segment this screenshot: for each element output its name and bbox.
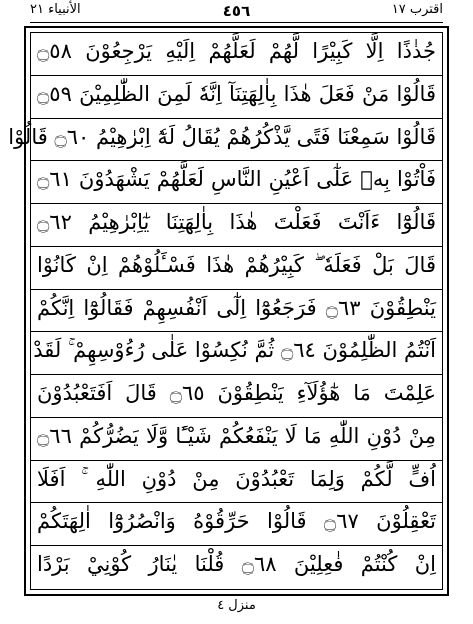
verse-line-text: اَنْتُمُ الظّٰلِمُوْنَ ۝٦٤ ثُمَّ نُكِسُوْا عَلٰى رُءُوْسِهِمْ ۚ لَقَدْ (33, 338, 436, 363)
verse-line (31, 418, 442, 461)
verse-line (31, 546, 442, 589)
text-frame-inner (8, 32, 443, 590)
verse-line-text: جُذٰذًا اِلَّا كَبِيْرًا لَّهُمْ لَعَلَّهُمْ اِلَيْهِ يَرْجِعُوْنَ ۝٥٨ (37, 39, 436, 63)
verse-line (31, 247, 442, 290)
verse-line-text: فَاْتُوْا بِهٖ عَلٰٓى اَعْيُنِ النَّاسِ لَعَلَّهُمْ يَشْهَدُوْنَ ۝٦١ (37, 167, 436, 192)
verse-line-text: اِنْ كُنْتُمْ فٰعِلِيْنَ ۝٦٨ قُلْنَا يٰنَارُ كُوْنِيْ بَرْدًا (37, 552, 437, 577)
verse-line (31, 76, 442, 119)
verse-line (8, 119, 442, 162)
surah-name-header: الأنبياء ٢١ (30, 2, 81, 17)
manzil-footer: منزل ٤ (217, 598, 256, 613)
verse-line (31, 461, 442, 504)
page-number: ٤٥٦ (222, 2, 251, 20)
text-frame (8, 26, 449, 596)
verse-line-text: قَالَ بَلْ فَعَلَهٗ ۖ كَبِيْرُهُمْ هٰذَا فَسْـَٔلُوْهُمْ اِنْ كَانُوْا (37, 252, 436, 277)
verse-line-text: قَالُوْٓا ءَاَنْتَ فَعَلْتَ هٰذَا بِاٰلِهَتِنَا يٰٓاِبْرٰهِيْمُ ۝٦٢ (37, 210, 436, 235)
juz-name-header: اقترب ١٧ (391, 2, 443, 17)
verse-line (31, 161, 442, 204)
verse-line (31, 503, 442, 546)
verse-line (31, 204, 442, 247)
verse-line-text: اُفٍّ لَّكُمْ وَلِمَا تَعْبُدُوْنَ مِنْ دُوْنِ اللّٰهِ ۚ اَفَلَا (37, 466, 436, 491)
verse-line-text: قَالُوْا مَنْ فَعَلَ هٰذَا بِاٰلِهَتِنَآ اِنَّهٗ لَمِنَ الظّٰلِمِيْنَ ۝٥٩ (37, 81, 436, 106)
verse-line-text: عَلِمْتَ مَا هٰٓؤُلَآءِ يَنْطِقُوْنَ ۝٦٥ قَالَ اَفَتَعْبُدُوْنَ (37, 381, 437, 406)
verse-line-text: تَعْقِلُوْنَ ۝٦٧ قَالُوْا حَرِّقُوْهُ وَانْصُرُوْٓا اٰلِهَتَكُمْ (37, 509, 436, 534)
verse-line-text: قَالُوْا سَمِعْنَا فَتًى يَّذْكُرُهُمْ يُقَالُ لَهٗٓ اِبْرٰهِيْمُ ۝٦٠ قَالُوْا (8, 124, 436, 149)
verse-line (31, 375, 442, 418)
verse-line-text: يَنْطِقُوْنَ ۝٦٣ فَرَجَعُوْٓا اِلٰٓى اَنْفُسِهِمْ فَقَالُوْٓا اِنَّكُمْ (37, 295, 436, 320)
verse-lines (8, 33, 442, 589)
verse-line (31, 290, 442, 333)
verse-line-text: مِنْ دُوْنِ اللّٰهِ مَا لَا يَنْفَعُكُمْ شَيْـًٔا وَّلَا يَضُرُّكُمْ ۝٦٦ (37, 423, 436, 448)
verse-line (31, 33, 442, 76)
header-rule (30, 22, 443, 23)
verse-line (31, 332, 442, 375)
